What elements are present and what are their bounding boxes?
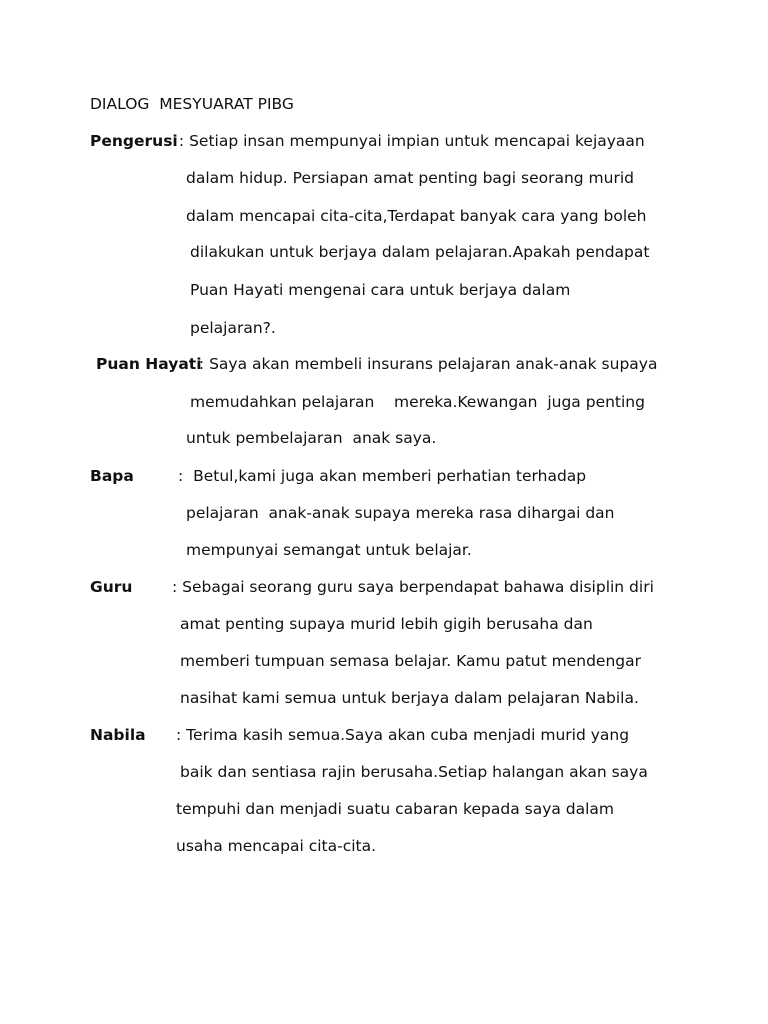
- dialog-line: : Betul,kami juga akan memberi perhatian terhadap: [178, 467, 587, 485]
- dialog-line: usaha mencapai cita-cita.: [176, 837, 377, 855]
- dialog-line: baik dan sentiasa rajin berusaha.Setiap halangan akan saya: [180, 763, 648, 781]
- dialog-line: Puan Hayati mengenai cara untuk berjaya dalam: [190, 281, 571, 299]
- dialog-line: memberi tumpuan semasa belajar. Kamu patut mendengar: [180, 652, 641, 670]
- dialog-line: : Sebagai seorang guru saya berpendapat bahawa disiplin diri: [172, 578, 654, 596]
- speaker-name-bapa: Bapa: [90, 467, 134, 485]
- dialog-line: pelajaran?.: [190, 319, 276, 337]
- dialog-line: : Saya akan membeli insurans pelajaran anak-anak supaya: [194, 355, 658, 373]
- speaker-name-nabila: Nabila: [90, 726, 146, 744]
- dialog-line: dalam hidup. Persiapan amat penting bagi seorang murid: [186, 169, 635, 187]
- dialog-line: dalam mencapai cita-cita,Terdapat banyak cara yang boleh: [186, 207, 647, 225]
- dialog-line: tempuhi dan menjadi suatu cabaran kepada saya dalam: [176, 800, 615, 818]
- dialog-line: : Setiap insan mempunyai impian untuk mencapai kejayaan: [174, 132, 645, 150]
- speaker-name-pengerusi: Pengerusi: [90, 132, 178, 150]
- dialog-line: untuk pembelajaran anak saya.: [186, 429, 437, 447]
- dialog-line: amat penting supaya murid lebih gigih berusaha dan: [180, 615, 593, 633]
- dialog-line: dilakukan untuk berjaya dalam pelajaran.Apakah pendapat: [190, 243, 650, 261]
- dialog-line: nasihat kami semua untuk berjaya dalam pelajaran Nabila.: [180, 689, 639, 707]
- document-title: DIALOG MESYUARAT PIBG: [90, 95, 294, 113]
- dialog-line: memudahkan pelajaran mereka.Kewangan juga penting: [190, 393, 645, 411]
- speaker-name-puan-hayati: Puan Hayati: [96, 355, 202, 373]
- dialog-line: : Terima kasih semua.Saya akan cuba menjadi murid yang: [176, 726, 630, 744]
- dialog-line: mempunyai semangat untuk belajar.: [186, 541, 472, 559]
- speaker-name-guru: Guru: [90, 578, 133, 596]
- dialog-line: pelajaran anak-anak supaya mereka rasa dihargai dan: [186, 504, 615, 522]
